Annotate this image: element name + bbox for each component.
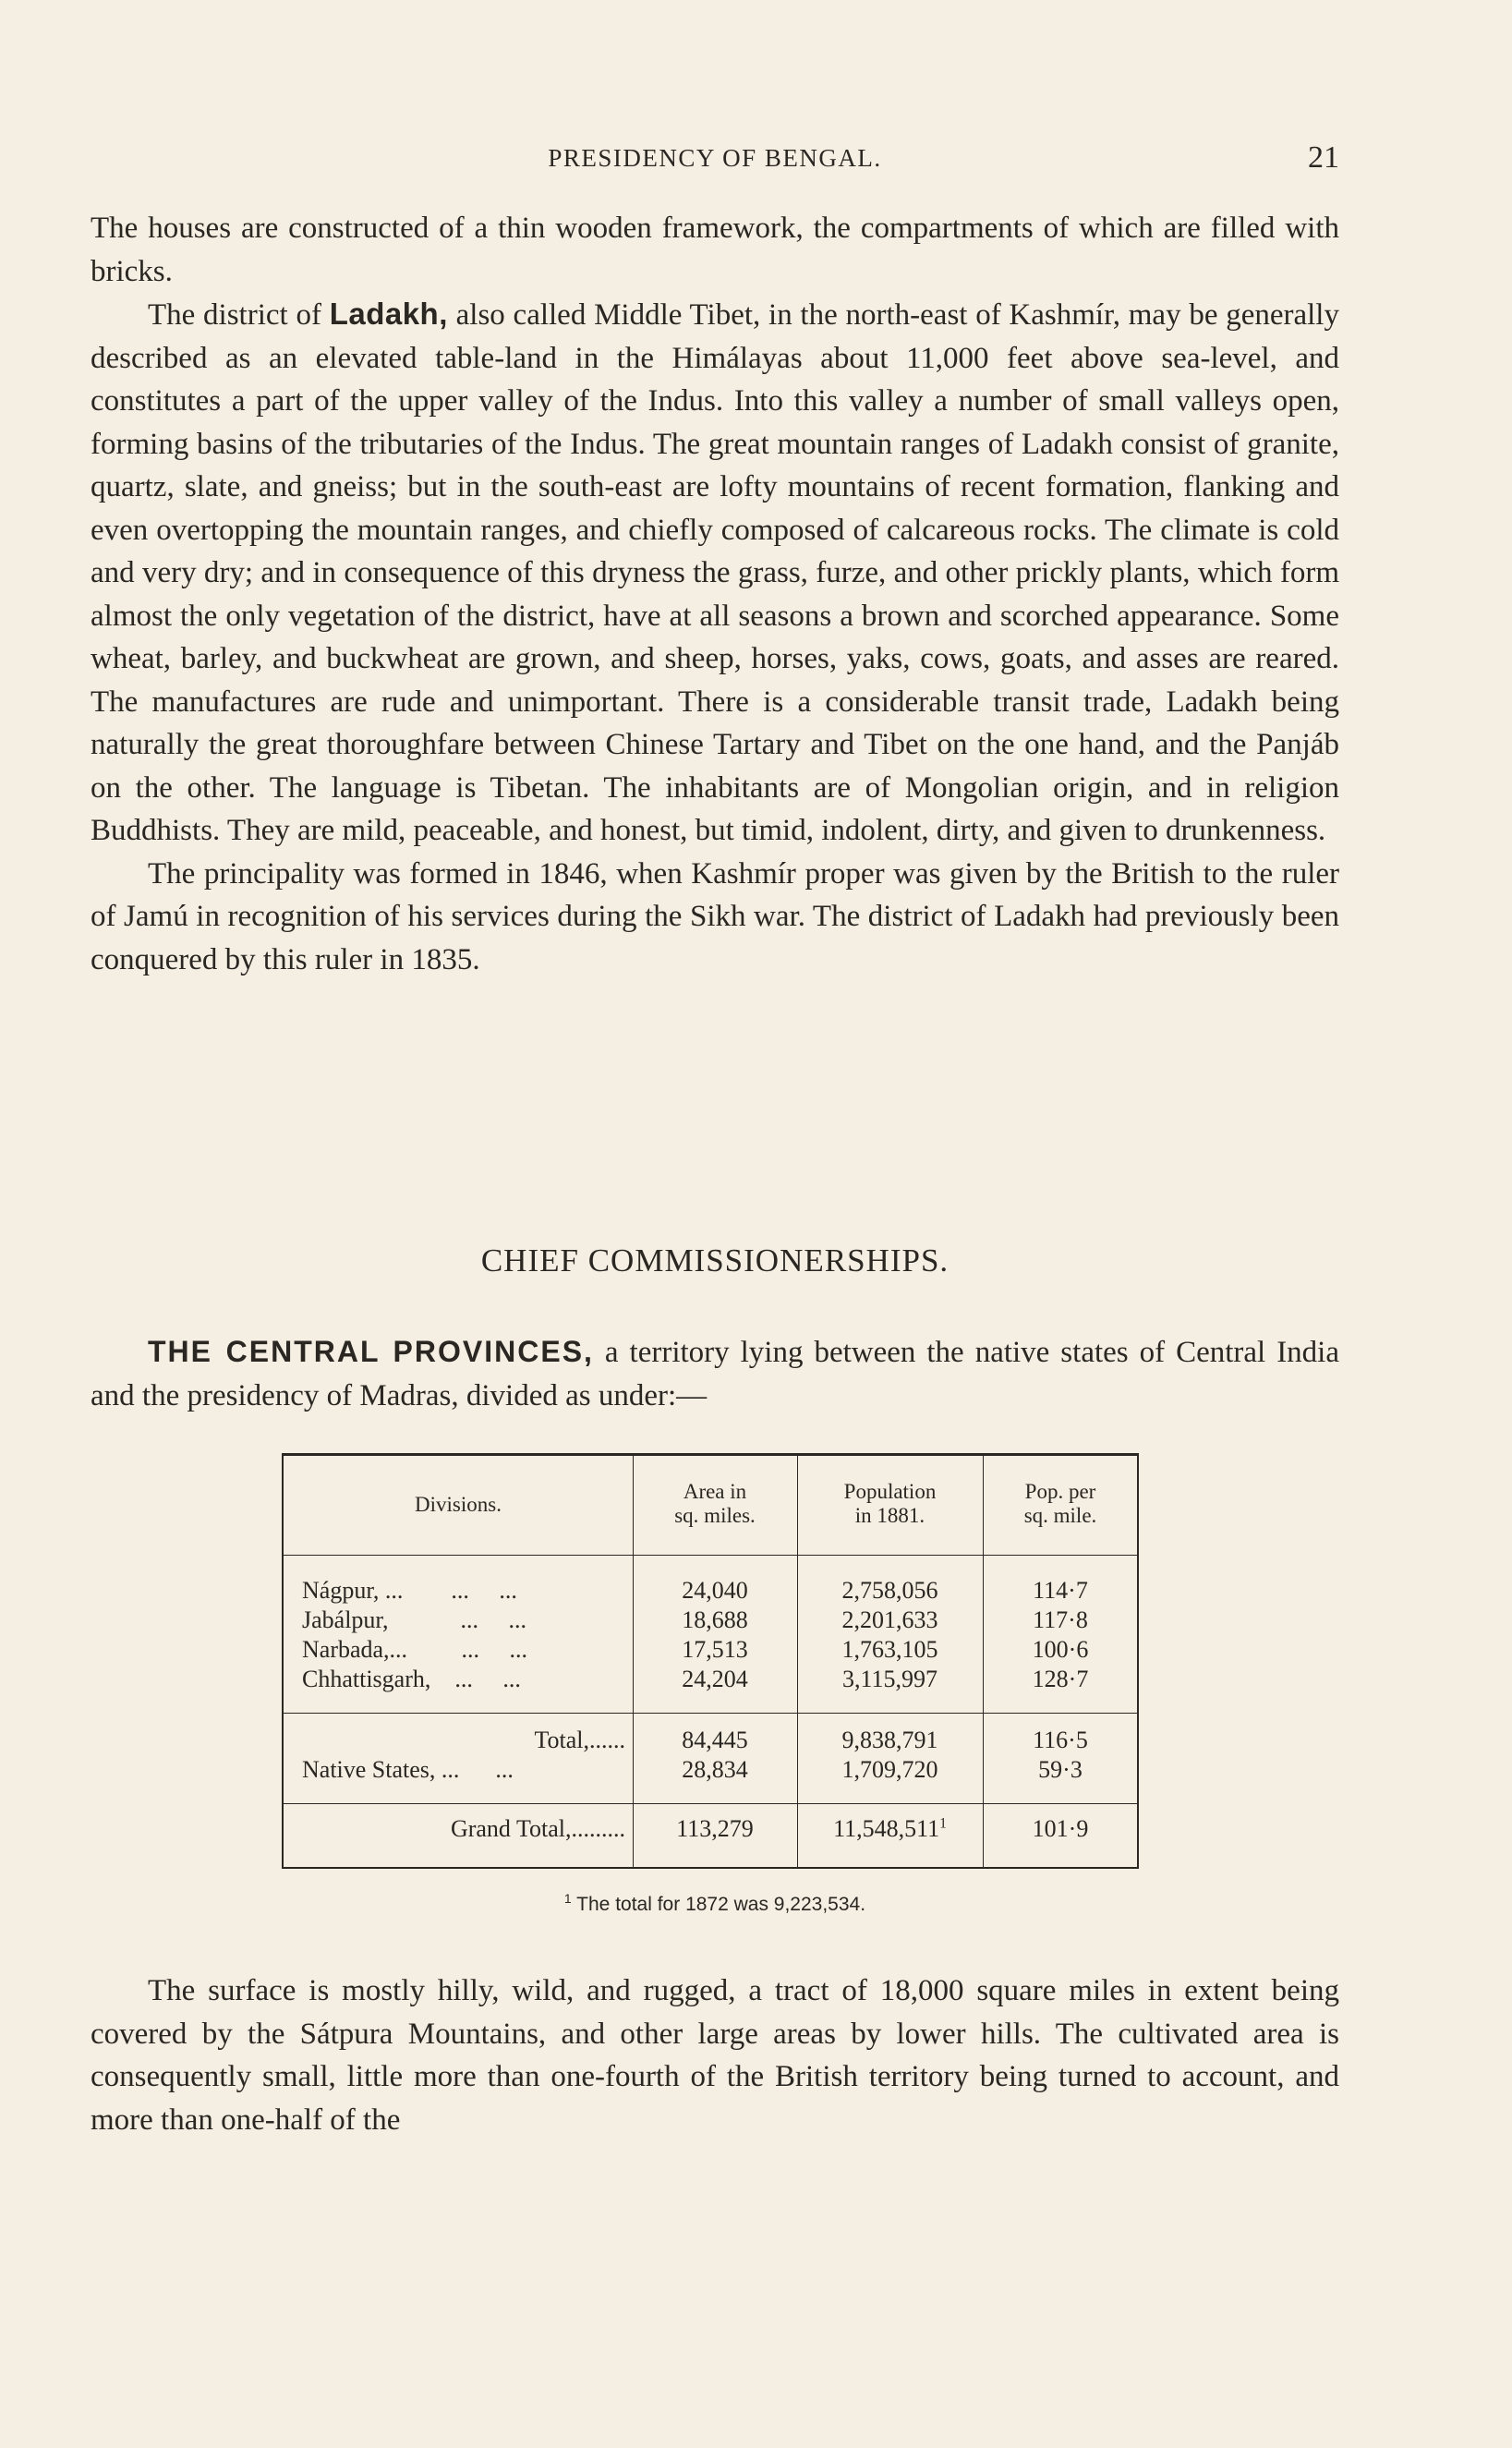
divisions-table: Divisions. Area in sq. miles. Population in 1881. Pop. per sq. mile. Nágpur, ... ... ... 24,040 2,758,056 114·7 Jabálpur, ... ... 18,688 2,201,633 117·8 Narbada,... ... ... 17,513 1,763,105 100·6 Chhattisgarh, ... ... 24,204 3,115,997 128·7 Total,...... 84,445 9,838,791 116·5 Native States, ... ... 28,834 1,709,720 59·3 Grand Total,......... 113,279 11,548,511$^1$ 101·9: [282, 1453, 1139, 1869]
table-footnote: $^1$ The total for 1872 was 9,223,534.: [563, 1891, 866, 1915]
header-density: Pop. per sq. mile.: [1023, 1480, 1097, 1527]
header-area: Area in sq. miles.: [674, 1480, 756, 1527]
body-text-bottom: [91, 1969, 1339, 2141]
ladakh-body: also called Middle Tibet, in the north-east of Kashmír, may be generally described as an elevated table-land in the Himálayas about 11,000 feet above sea-level, and constitutes a part of the upper valley of the Indus. Into this valley a number of small valleys open, forming basins of the tributaries of the Indus. The great mountain ranges of Ladakh consist of granite, quartz, slate, and gneiss; but in the south-east are lofty mountains of recent formation, flanking and even overtopping the mountain ranges, and chiefly composed of calcareous rocks. The climate is cold and very dry; and in consequence of this dryness the grass, furze, and other prickly plants, which form almost the only vegetation of the district, have at all seasons a brown and scorched appearance. Some wheat, barley, and buckwheat are grown, and sheep, horses, yaks, cows, goats, and asses are reared. The manufactures are rude and unimportant. There is a considerable transit trade, Ladakh being naturally the great thoroughfare between Chinese Tartary and Tibet on the one hand, and the Panjáb on the other. The language is Tibetan. The inhabitants are of Mongolian origin, and in religion Buddhists. They are mild, peaceable, and honest, but timid, indolent, dirty, and given to drunkenness.: [91, 298, 1339, 847]
header-divisions: Divisions.: [415, 1493, 502, 1516]
paragraph-houses: The houses are constructed of a thin wooden framework, the compartments of which are filled with bricks.: [91, 212, 1339, 288]
ladakh-name: Ladakh,: [329, 297, 448, 331]
footnote-mark: 1: [939, 1815, 947, 1832]
section-title: CHIEF COMMISSIONERSHIPS.: [480, 1242, 950, 1279]
paragraph-central: [91, 1330, 1339, 1417]
central-provinces-name: THE CENTRAL PROVINCES,: [148, 1335, 594, 1368]
central-intro: [91, 1330, 1339, 1417]
page-number: 21: [1308, 140, 1339, 175]
ladakh-lead: The district of: [148, 298, 330, 332]
paragraph-surface: The surface is mostly hilly, wild, and rugged, a tract of 18,000 square miles in extent being covered by the Sátpura Mountains, and other large areas by lower hills. The cultivated area is consequently small, little more than one-fourth of the British territory being turned to account, and more than one-half of the: [91, 1974, 1339, 2137]
paragraph-principality: The principality was formed in 1846, when Kashmír proper was given by the British to the ruler of Jamú in recognition of his services during the Sikh war. The district of Ladakh had previously been conquered by this ruler in 1835.: [91, 856, 1339, 976]
running-title: PRESIDENCY OF BENGAL.: [548, 144, 882, 172]
body-text-top: [91, 207, 1339, 981]
header-population: Population in 1881.: [843, 1480, 937, 1527]
paragraph-ladakh: [91, 293, 1339, 853]
page-header: [91, 140, 1339, 177]
central-body: a territory lying between the native states of Central India and the presidency of Madras, divided as under:—: [91, 1336, 1339, 1412]
